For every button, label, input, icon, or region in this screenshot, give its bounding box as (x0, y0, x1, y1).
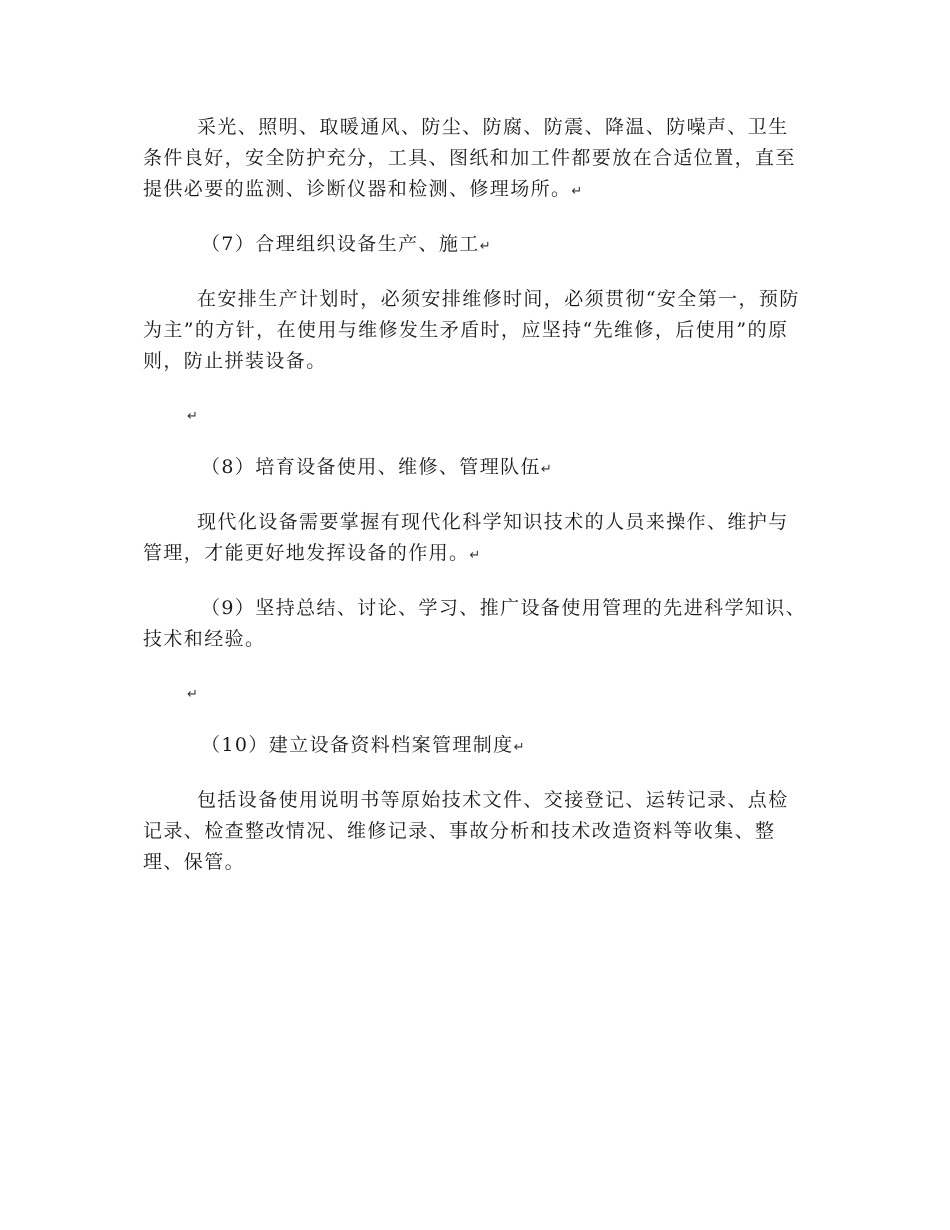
paragraph-modern-equipment (143, 507, 808, 571)
paragraph-text: 现代化设备需要掌握有现代化科学知识技术的人员来操作、维护与管理，才能更好地发挥设备的作用。 (143, 511, 789, 564)
paragraph-text: 包括设备使用说明书等原始技术文件、交接登记、运转记录、点检记录、检查整改情况、维修记录、事故分析和技术改造资料等收集、整理、保管。 (143, 789, 789, 873)
empty-paragraph (143, 677, 808, 708)
heading-text: （10）建立设备资料档案管理制度 (201, 734, 514, 756)
heading-item-10 (143, 730, 808, 763)
paragraph-mark-icon: ↵ (540, 462, 552, 477)
heading-text: （7）合理组织设备生产、施工 (201, 233, 480, 255)
paragraph-mark-icon: ↵ (513, 740, 525, 755)
paragraph-workplace-conditions (143, 112, 808, 207)
heading-text: （9）坚持总结、讨论、学习、推广设备使用管理的先进科学知识、技术和经验。 (143, 597, 807, 650)
paragraph-text: 在安排生产计划时，必须安排维修时间，必须贯彻“安全第一，预防为主”的方针，在使用与维修发生矛盾时，应坚持“先维修，后使用”的原则，防止拼装设备。 (143, 288, 800, 372)
paragraph-mark-icon: ↵ (187, 687, 198, 702)
paragraph-mark-icon: ↵ (187, 409, 198, 424)
heading-item-9 (143, 593, 808, 655)
heading-item-7 (143, 229, 808, 262)
document-body (143, 112, 808, 900)
paragraph-text: 采光、照明、取暖通风、防尘、防腐、防震、降温、防噪声、卫生条件良好，安全防护充分，工具、图纸和加工件都要放在合适位置，直至提供必要的监测、诊断仪器和检测、修理场所。 (143, 116, 796, 200)
paragraph-mark-icon: ↵ (469, 548, 481, 563)
empty-paragraph (143, 399, 808, 430)
heading-text: （8）培育设备使用、维修、管理队伍 (201, 456, 541, 478)
paragraph-archive-contents (143, 785, 808, 878)
paragraph-mark-icon: ↵ (571, 184, 583, 199)
paragraph-mark-icon: ↵ (479, 239, 491, 254)
paragraph-production-planning (143, 284, 808, 377)
heading-item-8 (143, 452, 808, 485)
